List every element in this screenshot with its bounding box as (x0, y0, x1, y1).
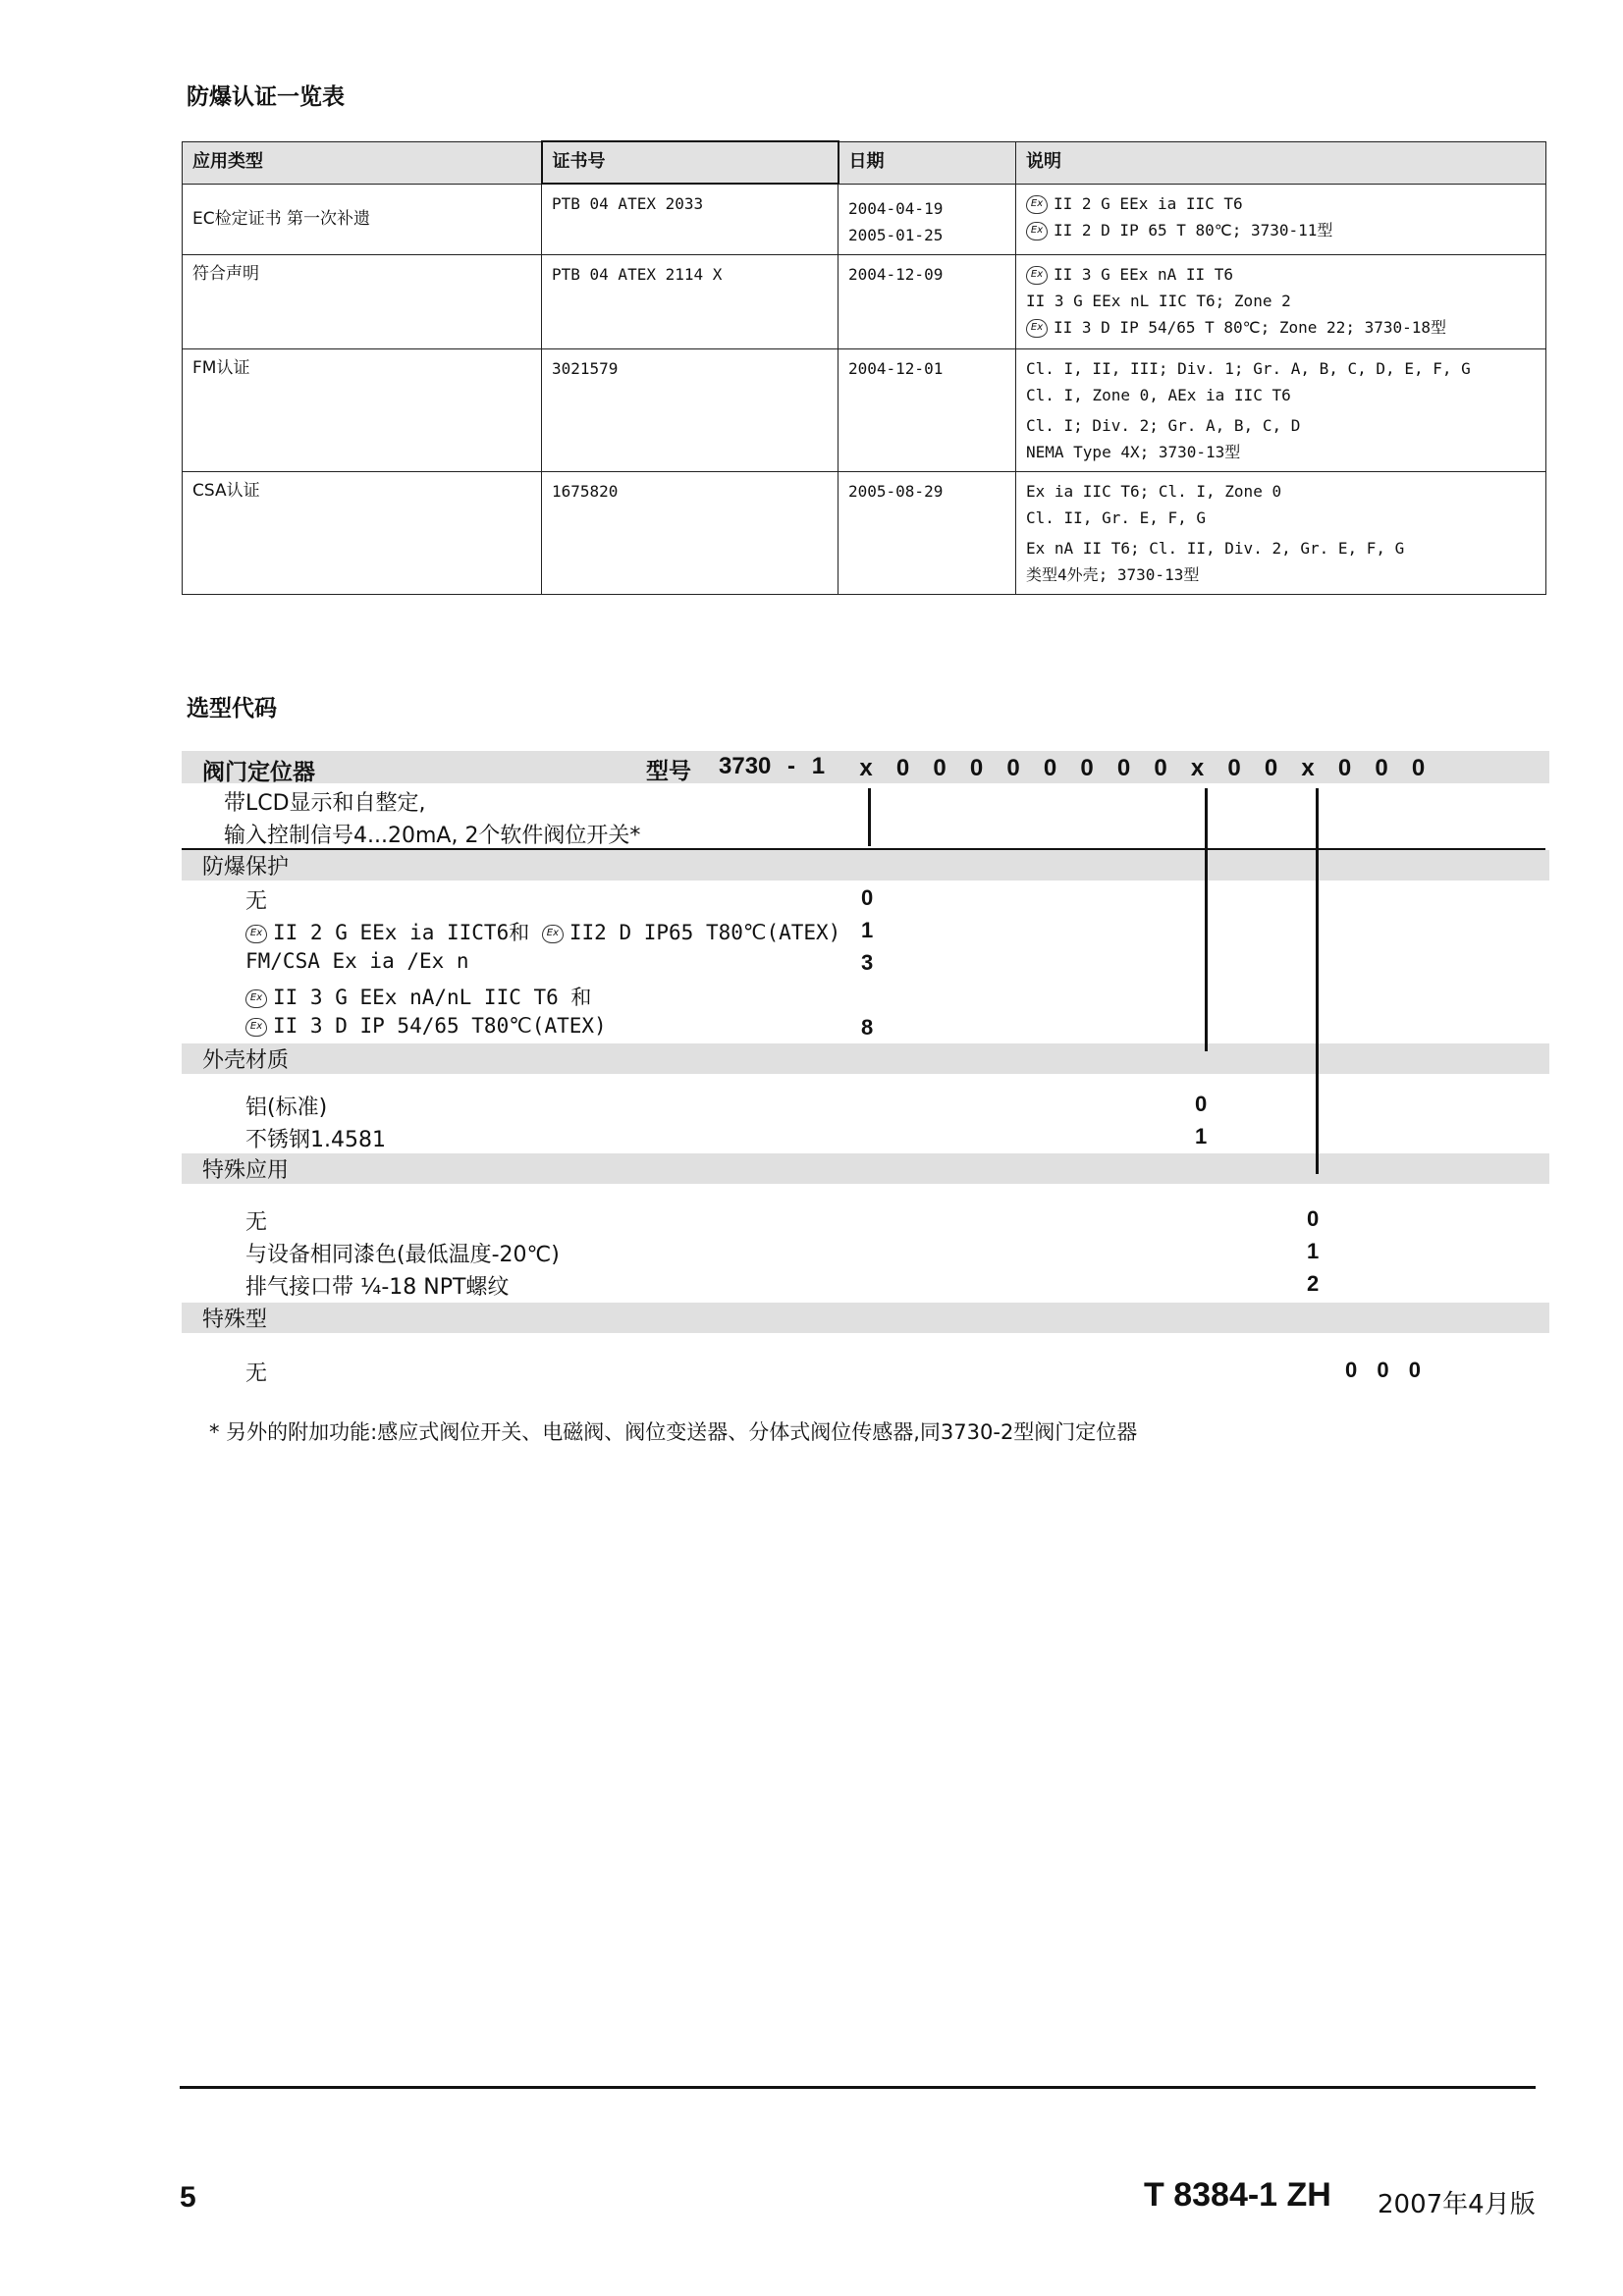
group-title: 防爆保护 (202, 855, 290, 880)
table-row (183, 348, 1546, 471)
model-code-char: 0 (933, 755, 947, 781)
model-code-char: 0 (1375, 755, 1388, 781)
cell-type: EC检定证书 第一次补遗 (183, 184, 542, 254)
cell-date: 2005-08-29 (839, 471, 1016, 594)
option-code: 0 (861, 885, 874, 910)
ex-mark-icon: Ex (1026, 195, 1048, 214)
table-row (183, 254, 1546, 348)
model-code-char: 0 (895, 755, 910, 781)
option-code: 0 (1307, 1206, 1320, 1231)
note-line: Cl. I; Div. 2; Gr. A, B, C, D (1026, 415, 1301, 435)
cell-notes (1016, 254, 1546, 348)
ex-mark-icon: Ex (542, 925, 564, 943)
option-label: II 3 G EEx nA/nL IIC T6 和 (273, 986, 592, 1009)
page-number: 5 (180, 2181, 196, 2214)
selection-section-title: 选型代码 (187, 696, 277, 721)
cert-table (182, 140, 1546, 595)
cell-date: 2004-12-01 (839, 348, 1016, 471)
note-line: II 2 D IP 65 T 80℃; 3730-11型 (1054, 220, 1333, 240)
cell-notes (1016, 348, 1546, 471)
table-row (183, 471, 1546, 594)
model-code-char: 0 (1264, 755, 1278, 781)
model-code-char: 0 (1337, 755, 1352, 781)
selection-header-label: 阀门定位器 (202, 760, 315, 785)
cert-table-header (183, 141, 1546, 184)
intro-line: 带LCD显示和自整定, (224, 791, 426, 816)
note-line: Ex ia IIC T6; Cl. I, Zone 0 (1026, 481, 1282, 501)
model-code-char: 0 (1080, 755, 1094, 781)
option-label: 与设备相同漆色(最低温度-20℃) (245, 1243, 560, 1267)
note-line: Cl. I, Zone 0, AEx ia IIC T6 (1026, 385, 1291, 404)
group-title: 特殊型 (202, 1308, 268, 1332)
cell-cert-no: PTB 04 ATEX 2114 X (542, 254, 839, 348)
note-line: II 2 G EEx ia IIC T6 (1054, 193, 1243, 213)
option-label-row (245, 982, 591, 1011)
group-title: 特殊应用 (202, 1158, 290, 1183)
model-label: 型号 (646, 759, 691, 784)
cell-date (839, 184, 1016, 254)
ex-mark-icon: Ex (245, 925, 267, 943)
note-line: Ex nA II T6; Cl. II, Div. 2, Gr. E, F, G (1026, 538, 1405, 558)
cell-type: CSA认证 (183, 471, 542, 594)
edition: 2007年4月版 (1378, 2190, 1536, 2219)
option-label-row (245, 1014, 607, 1038)
model-code-char: 0 (1411, 755, 1426, 781)
group-band (182, 1303, 1549, 1333)
model-code-char: x (859, 755, 873, 781)
ex-mark-icon: Ex (245, 1018, 267, 1037)
option-label: 不锈钢1.4581 (245, 1128, 386, 1152)
option-label: 无 (245, 1210, 268, 1235)
option-label: II 2 G EEx ia IICT6和 (273, 921, 530, 944)
col-header-type: 应用类型 (183, 141, 542, 184)
model-code-char: x (1190, 755, 1205, 781)
note-line: II 3 G EEx nA II T6 (1054, 264, 1234, 284)
model-code-char: 0 (1116, 755, 1131, 781)
model-code-char: 0 (1043, 755, 1057, 781)
option-code: 1 (1307, 1239, 1320, 1263)
model-code-char: 0 (969, 755, 984, 781)
option-label: 排气接口带 ¼-18 NPT螺纹 (245, 1275, 510, 1300)
date-line: 2005-01-25 (848, 225, 944, 244)
code-bracket-line (868, 788, 871, 846)
code-bracket-line (1316, 788, 1319, 1174)
ex-mark-icon: Ex (1026, 222, 1048, 240)
option-code: 3 (861, 950, 874, 975)
footer-rule (180, 2086, 1536, 2089)
option-code: 1 (1195, 1124, 1208, 1148)
model-code-char: 0 (1227, 755, 1241, 781)
option-label: FM/CSA Ex ia /Ex n (245, 949, 469, 973)
cell-cert-no: 3021579 (542, 348, 839, 471)
option-label: 无 (245, 1362, 268, 1386)
model-prefix: 3730 - 1 (719, 753, 826, 779)
note-line: Cl. I, II, III; Div. 1; Gr. A, B, C, D, E, F, G (1026, 358, 1471, 378)
note-line: II 3 D IP 54/65 T 80℃; Zone 22; 3730-18型 (1054, 317, 1447, 337)
group-title: 外壳材质 (202, 1048, 290, 1073)
option-code: 1 (861, 918, 874, 942)
option-code: 2 (1307, 1271, 1320, 1296)
code-bracket-line (1205, 788, 1208, 1051)
note-line: 类型4外壳; 3730-13型 (1026, 564, 1200, 584)
table-row (183, 184, 1546, 254)
option-code: 8 (861, 1015, 874, 1040)
model-code-char: 0 (1006, 755, 1020, 781)
date-line: 2004-04-19 (848, 198, 944, 218)
col-header-notes: 说明 (1016, 141, 1546, 184)
option-code: 0 (1195, 1092, 1208, 1116)
doc-code: T 8384-1 ZH (1144, 2176, 1331, 2214)
col-header-date: 日期 (839, 141, 1016, 184)
option-label: 铝(标准) (245, 1095, 328, 1120)
option-label: 无 (245, 889, 268, 914)
option-code: 0 0 0 (1345, 1358, 1421, 1382)
note-line: II 3 G EEx nL IIC T6; Zone 2 (1026, 291, 1291, 310)
col-header-cert-no: 证书号 (542, 141, 839, 184)
intro-line: 输入控制信号4...20mA, 2个软件阀位开关* (224, 824, 641, 848)
group-band (182, 1043, 1549, 1074)
cell-notes (1016, 471, 1546, 594)
option-label: II2 D IP65 T80℃(ATEX) (568, 921, 841, 944)
ex-mark-icon: Ex (1026, 266, 1048, 285)
ex-mark-icon: Ex (245, 989, 267, 1008)
option-label-row (245, 917, 840, 946)
model-code-char: 0 (1154, 755, 1167, 781)
footnote: * 另外的附加功能:感应式阀位开关、电磁阀、阀位变送器、分体式阀位传感器,同3730-2型阀门定位器 (209, 1420, 1138, 1444)
cell-cert-no: PTB 04 ATEX 2033 (542, 184, 839, 254)
cell-date: 2004-12-09 (839, 254, 1016, 348)
note-line: NEMA Type 4X; 3730-13型 (1026, 442, 1241, 461)
cell-cert-no: 1675820 (542, 471, 839, 594)
model-code-char: x (1301, 755, 1315, 781)
group-band (182, 850, 1549, 881)
ex-mark-icon: Ex (1026, 319, 1048, 338)
cert-section-title: 防爆认证一览表 (187, 84, 345, 110)
cell-type: 符合声明 (183, 254, 542, 348)
option-label: II 3 D IP 54/65 T80℃(ATEX) (273, 1014, 607, 1038)
cell-notes (1016, 184, 1546, 254)
group-band (182, 1153, 1549, 1184)
cell-type: FM认证 (183, 348, 542, 471)
note-line: Cl. II, Gr. E, F, G (1026, 507, 1207, 527)
